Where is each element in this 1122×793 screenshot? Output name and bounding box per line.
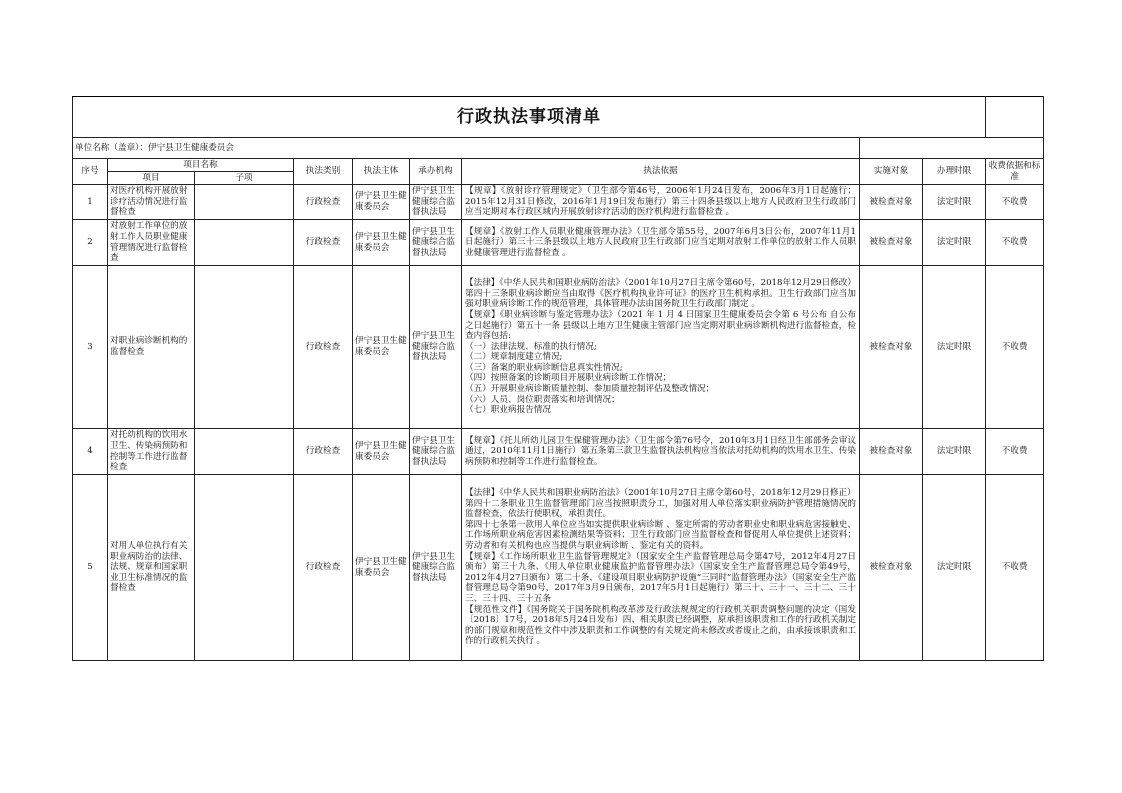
row-subject: 伊宁县卫生健康委员会 (353, 266, 410, 429)
header-basis: 执法依据 (462, 159, 860, 185)
basis-line: 【规章】《工作场所职业卫生监督管理规定》（国家安全生产监督管理总局令第47号，2012年4月27日颁布）第三十九条、《用人单位职业健康监护监督管理办法》（国家安全生产监督管理总局令第49号，2012年4月27日颁布）第二十条、《建设项目职业病防护设施“三同时”监督管理办法》（国家安全生产监督管理总局令第90号，2017年3月9日颁布，2017年5月1日起施行）第三十、三十一、三十二、三十三、三十四、三十五条 (465, 551, 856, 604)
row-subject: 伊宁县卫生健康委员会 (353, 429, 410, 475)
table-row (73, 266, 1044, 429)
header-category: 执法类别 (294, 159, 353, 185)
row-subitem (195, 429, 294, 475)
basis-line: （三）备案的职业病诊断信息真实性情况; (465, 362, 623, 373)
basis-line: 【规范性文件】《国务院关于国务院机构改革涉及行政法规规定的行政机关职责调整问题的决定（国发〔2018〕17号，2018年5月24日发布）四、相关职责已经调整，原承担该职责和工作的行政机关制定的部门规章和规范性文件中涉及职责和工作调整的有关规定尚未修改或者废止之前，由承接该职责和工作的行政机关执行 。 (465, 604, 856, 647)
table-row (73, 429, 1044, 475)
page-title: 行政执法事项清单 (73, 97, 986, 138)
basis-line: 【规章】《托儿所幼儿园卫生保健管理办法》（卫生部令第76号令，2010年3月1日经卫生部部务会审议通过，2010年11月1日施行）第五条第三款卫生监督执法机构应当依法对托幼机构的饮用水卫生、传染病预防和控制等工作进行监督检查。 (465, 435, 856, 467)
row-item: 对医疗机构开展放射诊疗活动情况进行监督检查 (108, 185, 195, 220)
row-subject: 伊宁县卫生健康委员会 (353, 185, 410, 220)
header-fee: 收费依据和标准 (986, 159, 1044, 185)
row-agency: 伊宁县卫生健康综合监督执法局 (410, 475, 462, 661)
basis-line: （六）人员、岗位职责落实和培训情况； (465, 394, 620, 405)
row-time-limit: 法定时限 (923, 185, 986, 220)
header-item-name: 项目名称 (108, 159, 294, 172)
row-target: 被检查对象 (860, 429, 923, 475)
row-target: 被检查对象 (860, 220, 923, 266)
row-category: 行政检查 (294, 475, 353, 661)
row-basis (462, 185, 860, 220)
row-seq: 4 (73, 429, 108, 475)
row-subitem (195, 475, 294, 661)
enforcement-list-sheet (72, 96, 1043, 661)
row-subject: 伊宁县卫生健康委员会 (353, 475, 410, 661)
row-seq: 1 (73, 185, 108, 220)
row-agency: 伊宁县卫生健康综合监督执法局 (410, 429, 462, 475)
row-subject: 伊宁县卫生健康委员会 (353, 220, 410, 266)
header-item: 项目 (108, 172, 195, 185)
basis-line: （一）法律法规、标准的执行情况; (465, 341, 597, 352)
row-seq: 2 (73, 220, 108, 266)
row-item: 对托幼机构的饮用水卫生、传染病预防和控制等工作进行监督检查 (108, 429, 195, 475)
unit-name-label: 单位名称（盖章）：伊宁县卫生健康委员会 (73, 138, 860, 159)
basis-line: （五）开展职业病诊断质量控制、参加质量控制评估及整改情况； (465, 384, 715, 395)
row-category: 行政检查 (294, 266, 353, 429)
row-seq: 3 (73, 266, 108, 429)
row-fee: 不收费 (986, 429, 1044, 475)
basis-line: 【规章】《职业病诊断与鉴定管理办法》（2021 年 1 月 4 日国家卫生健康委员会令第 6 号公布 自公布之日起施行）第五十一条 县级以上地方卫生健康主管部门应当定期对职业病诊断机构进行监督检查，检查内容包括: (465, 309, 856, 342)
header-subject: 执法主体 (353, 159, 410, 185)
header-target: 实施对象 (860, 159, 923, 185)
row-fee: 不收费 (986, 266, 1044, 429)
row-subitem (195, 185, 294, 220)
table-row (73, 220, 1044, 266)
basis-line: （四）按照备案的诊断项目开展职业病诊断工作情况； (465, 373, 672, 384)
row-item: 对放射工作单位的放射工作人员职业健康管理情况进行监督检查 (108, 220, 195, 266)
row-basis (462, 220, 860, 266)
row-basis (462, 266, 860, 429)
header-seq: 序号 (73, 159, 108, 185)
header-subitem: 子项 (195, 172, 294, 185)
row-target: 被检查对象 (860, 266, 923, 429)
row-time-limit: 法定时限 (923, 220, 986, 266)
row-target: 被检查对象 (860, 475, 923, 661)
row-item: 对用人单位执行有关职业病防治的法律、法规、规章和国家职业卫生标准情况的监督检查 (108, 475, 195, 661)
row-fee: 不收费 (986, 475, 1044, 661)
row-item: 对职业病诊断机构的监督检查 (108, 266, 195, 429)
basis-line: 【法律】《中华人民共和国职业病防治法》（2001年10月27日主席令第60号，2018年12月29日修正） (465, 488, 856, 499)
basis-line: 第四十二条职业卫生监督管理部门应当按照职责分工，加强对用人单位落实职业病防护管理措施情况的监督检查，依法行使职权，承担责任。 (465, 498, 856, 520)
header-agency: 承办机构 (410, 159, 462, 185)
row-agency: 伊宁县卫生健康综合监督执法局 (410, 266, 462, 429)
basis-line: （七）职业病报告情况 (465, 405, 551, 416)
row-subitem (195, 266, 294, 429)
row-category: 行政检查 (294, 185, 353, 220)
table-row (73, 185, 1044, 220)
row-agency: 伊宁县卫生健康综合监督执法局 (410, 185, 462, 220)
row-basis (462, 475, 860, 661)
basis-line: 第四十七条第一款用人单位应当如实提供职业病诊断 、鉴定所需的劳动者职业史和职业病危害接触史、工作场所职业病危害因素检测结果等资料；卫生行政部门应当监督检查和督促用人单位提供上述资料；劳动者和有关机构也应当提供与职业病诊断 、鉴定有关的资料。 (465, 519, 856, 552)
row-category: 行政检查 (294, 220, 353, 266)
basis-line: （二）规章制度建立情况; (465, 352, 563, 363)
row-time-limit: 法定时限 (923, 266, 986, 429)
row-subitem (195, 220, 294, 266)
row-seq: 5 (73, 475, 108, 661)
row-fee: 不收费 (986, 185, 1044, 220)
table-row (73, 475, 1044, 661)
row-time-limit: 法定时限 (923, 475, 986, 661)
basis-line: 【法律】《中华人民共和国职业病防治法》（2001年10月27日主席令第60号，2018年12月29日修改）第四十三条职业病诊断应当由取得《医疗机构执业许可证》的医疗卫生机构承担。卫生行政部门应当加强对职业病诊断工作的规范管理，具体管理办法由国务院卫生行政部门制定 。 (465, 278, 856, 310)
basis-line: 【规章】《放射工作人员职业健康管理办法》（卫生部令第55号，2007年6月3日公布，2007年11月1日起施行）第三十三条县级以上地方人民政府卫生行政部门应当定期对放射工作单位的放射工作人员职业健康管理进行监督检查 。 (465, 226, 856, 258)
basis-line: 【规章】《放射诊疗管理规定》（卫生部令第46号，2006年1月24日发布，2006年3月1日起施行；2015年12月31日修改，2016年1月19日发布施行）第三十四条县级以上地方人民政府卫生行政部门应当定期对本行政区域内开展放射诊疗活动的医疗机构进行监督检查 。 (465, 186, 856, 218)
enforcement-table (72, 96, 1044, 661)
header-time-limit: 办理时限 (923, 159, 986, 185)
row-basis (462, 429, 860, 475)
row-target: 被检查对象 (860, 185, 923, 220)
row-time-limit: 法定时限 (923, 429, 986, 475)
row-agency: 伊宁县卫生健康综合监督执法局 (410, 220, 462, 266)
row-category: 行政检查 (294, 429, 353, 475)
row-fee: 不收费 (986, 220, 1044, 266)
